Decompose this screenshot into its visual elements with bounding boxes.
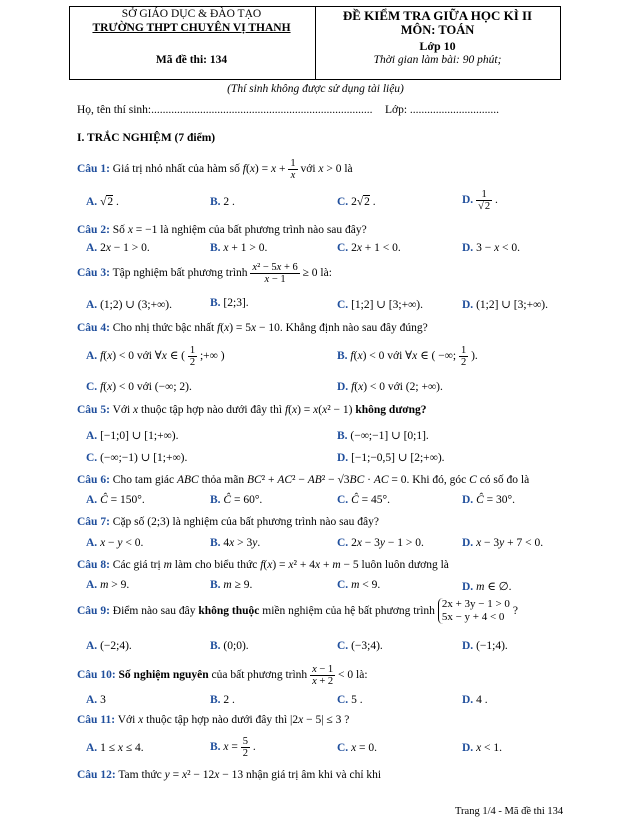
q1-option-b[interactable]: B. 2 .	[210, 196, 235, 208]
q5-option-a[interactable]: A. [−1;0] ∪ [1;+∞).	[86, 430, 179, 442]
question-12: Câu 12: Tam thức y = x² − 12x − 13 nhận giá trị âm khi và chỉ khi	[77, 769, 382, 781]
q2-option-c[interactable]: C. 2x + 1 < 0.	[337, 242, 401, 254]
q6-option-c[interactable]: C. Ĉ = 45°.	[337, 494, 390, 506]
q2-option-d[interactable]: D. 3 − x < 0.	[462, 242, 521, 254]
question-1: Câu 1: Giá trị nhỏ nhất của hàm số f(x) = x + $\frac{1}{x}$ với x > 0 là	[77, 158, 353, 182]
q9-option-a[interactable]: A. (−2;4).	[86, 640, 132, 652]
section-title: I. TRẮC NGHIỆM (7 điểm)	[77, 132, 216, 144]
q9-option-c[interactable]: C. (−3;4).	[337, 640, 383, 652]
q11-option-b[interactable]: B. x = $\frac{5}{2}$ .	[210, 736, 256, 760]
q1-option-c[interactable]: C. 2√2 .	[337, 196, 376, 208]
q2-option-a[interactable]: A. 2x − 1 > 0.	[86, 242, 150, 254]
question-10: Câu 10: Số nghiệm nguyên của bất phương trình $\frac{x - 1}{x + 2}$ < 0 là:	[77, 664, 368, 688]
q3-option-c[interactable]: C. [1;2] ∪ [3;+∞).	[337, 299, 423, 311]
q10-option-a[interactable]: A. 3	[86, 694, 106, 706]
question-8: Câu 8: Các giá trị m làm cho biểu thức f(x) = x² + 4x + m − 5 luôn luôn dương là	[77, 559, 449, 571]
exam-code: Mã đề thi: 134	[155, 54, 228, 66]
student-class-field: Lớp: ...............................	[385, 104, 500, 116]
question-11: Câu 11: Với x thuộc tập hợp nào dưới đây thì |2x − 5| ≤ 3 ?	[77, 714, 350, 726]
exam-time: Thời gian làm bài: 90 phút;	[373, 54, 502, 66]
grade: Lớp 10	[419, 39, 456, 53]
q7-option-a[interactable]: A. x − y < 0.	[86, 537, 144, 549]
school-name: TRƯỜNG THPT CHUYÊN VỊ THANH	[92, 22, 291, 34]
q7-option-b[interactable]: B. 4x > 3y.	[210, 537, 261, 549]
q7-option-d[interactable]: D. x − 3y + 7 < 0.	[462, 537, 544, 549]
question-3: Câu 3: Tập nghiệm bất phương trình $\frac{\text{x² − 5x + 6}}{x - 1}$ ≥ 0 là:	[77, 262, 332, 286]
q11-option-c[interactable]: C. x = 0.	[337, 742, 378, 754]
subject: MÔN: TOÁN	[400, 23, 475, 37]
question-2: Câu 2: Số x = −1 là nghiệm của bất phương trình nào sau đây?	[77, 224, 367, 236]
q3-option-b[interactable]: B. [2;3].	[210, 297, 249, 309]
question-4: Câu 4: Cho nhị thức bậc nhất f(x) = 5x − 10. Khẳng định nào sau đây đúng?	[77, 322, 428, 334]
q10-option-d[interactable]: D. 4 .	[462, 694, 488, 706]
q4-option-b[interactable]: B. f(x) < 0 với ∀x ∈ ( −∞; $\frac{1}{2}$ ).	[337, 345, 478, 369]
page-footer: Trang 1/4 - Mã đề thi 134	[455, 806, 564, 817]
question-5: Câu 5: Với x thuộc tập hợp nào dưới đây thì f(x) = x(x² − 1) không dương?	[77, 404, 427, 416]
question-6: Câu 6: Cho tam giác ABC thỏa mãn BC² + AC² − AB² − √3BC · AC = 0. Khi đó, góc C có số đo là	[77, 474, 530, 486]
q8-option-b[interactable]: B. m ≥ 9.	[210, 579, 253, 591]
q11-option-a[interactable]: A. 1 ≤ x ≤ 4.	[86, 742, 144, 754]
question-7: Câu 7: Cặp số (2;3) là nghiệm của bất phương trình nào sau đây?	[77, 516, 379, 528]
q7-option-c[interactable]: C. 2x − 3y − 1 > 0.	[337, 537, 424, 549]
q10-option-b[interactable]: B. 2 .	[210, 694, 235, 706]
q4-option-c[interactable]: C. f(x) < 0 với (−∞; 2).	[86, 381, 192, 393]
student-name-field: Họ, tên thí sinh:.............................................................................	[77, 104, 373, 116]
q4-option-d[interactable]: D. f(x) < 0 với (2; +∞).	[337, 381, 443, 393]
q3-option-a[interactable]: A. (1;2) ∪ (3;+∞).	[86, 299, 172, 311]
note: (Thí sinh không được sử dụng tài liệu)	[227, 83, 404, 95]
q5-option-c[interactable]: C. (−∞;−1) ∪ [1;+∞).	[86, 452, 188, 464]
q6-option-a[interactable]: A. Ĉ = 150°.	[86, 494, 145, 506]
q8-option-a[interactable]: A. m > 9.	[86, 579, 130, 591]
q9-option-d[interactable]: D. (−1;4).	[462, 640, 508, 652]
q8-option-d[interactable]: D. m ∈ ∅.	[462, 581, 512, 593]
q11-option-d[interactable]: D. x < 1.	[462, 742, 503, 754]
q1-option-a[interactable]: A. √2 .	[86, 196, 119, 208]
q8-option-c[interactable]: C. m < 9.	[337, 579, 381, 591]
q5-option-d[interactable]: D. [−1;−0,5] ∪ [2;+∞).	[337, 452, 445, 464]
exam-title: ĐỀ KIỂM TRA GIỮA HỌC KÌ II	[342, 8, 533, 23]
q4-option-a[interactable]: A. f(x) < 0 với ∀x ∈ ( $\frac{1}{2}$ ;+∞ )	[86, 345, 225, 369]
q9-option-b[interactable]: B. (0;0).	[210, 640, 249, 652]
q2-option-b[interactable]: B. x + 1 > 0.	[210, 242, 268, 254]
q3-option-d[interactable]: D. (1;2] ∪ [3;+∞).	[462, 299, 548, 311]
q1-option-d[interactable]: D. $\frac{1}{√2}$ .	[462, 189, 498, 213]
q6-option-d[interactable]: D. Ĉ = 30°.	[462, 494, 515, 506]
q5-option-b[interactable]: B. (−∞;−1] ∪ [0;1].	[337, 430, 429, 442]
question-9: Câu 9: Điểm nào sau đây không thuộc miền nghiệm của hệ bất phương trình 2x + 3y − 1 > 0 5x − y + 4 < 0 ?	[77, 598, 518, 624]
q10-option-c[interactable]: C. 5 .	[337, 694, 363, 706]
q6-option-b[interactable]: B. Ĉ = 60°.	[210, 494, 263, 506]
dept-name: SỞ GIÁO DỤC & ĐÀO TẠO	[121, 8, 262, 20]
